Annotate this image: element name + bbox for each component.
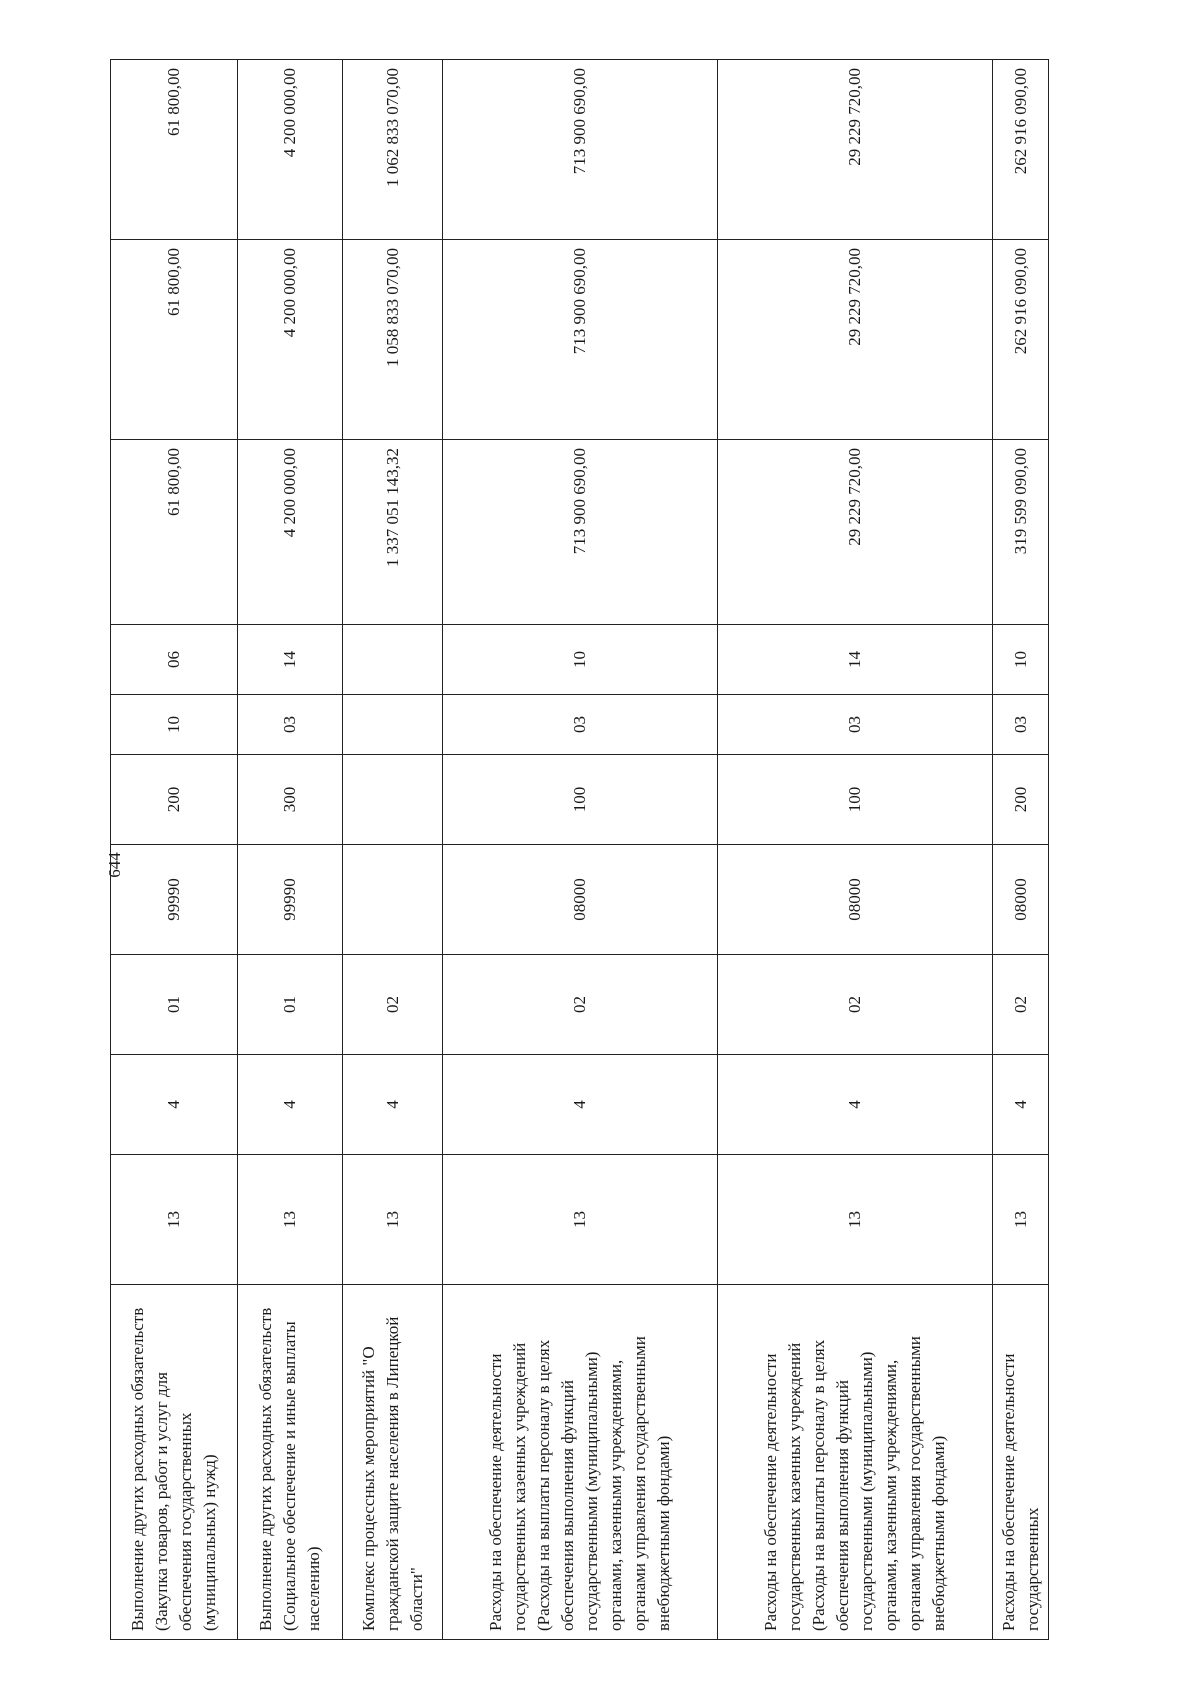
amount-cell: 29 229 720,00 bbox=[718, 60, 993, 240]
code-cell: 10 bbox=[443, 625, 718, 695]
code-cell: 4 bbox=[343, 1055, 443, 1155]
code-cell bbox=[343, 625, 443, 695]
amount-cell: 29 229 720,00 bbox=[718, 240, 993, 440]
table-row bbox=[238, 60, 343, 1640]
table-row bbox=[111, 60, 238, 1640]
code-cell: 03 bbox=[238, 695, 343, 755]
amount-cell: 29 229 720,00 bbox=[718, 440, 993, 625]
code-cell: 01 bbox=[111, 955, 238, 1055]
budget-table bbox=[110, 59, 1049, 1640]
amount-cell: 713 900 690,00 bbox=[443, 440, 718, 625]
code-cell: 200 bbox=[111, 755, 238, 845]
table-row bbox=[443, 60, 718, 1640]
code-cell: 13 bbox=[993, 1155, 1049, 1285]
code-cell: 02 bbox=[718, 955, 993, 1055]
page-number: 644 bbox=[105, 852, 124, 878]
code-cell: 03 bbox=[993, 695, 1049, 755]
code-cell: 200 bbox=[993, 755, 1049, 845]
code-cell: 13 bbox=[111, 1155, 238, 1285]
amount-cell: 713 900 690,00 bbox=[443, 60, 718, 240]
code-cell: 10 bbox=[993, 625, 1049, 695]
row-name: Расходы на обеспечение деятельности государственных казенных учреждений (Расходы на выплаты персоналу в целях обеспечения выполнения функций государственными (муниципальными) органами, казенными учреждениями, органами управления государственными внебюджетными фондами) bbox=[718, 1285, 993, 1640]
code-cell: 13 bbox=[238, 1155, 343, 1285]
code-cell: 06 bbox=[111, 625, 238, 695]
code-cell: 4 bbox=[238, 1055, 343, 1155]
code-cell: 10 bbox=[111, 695, 238, 755]
code-cell: 4 bbox=[111, 1055, 238, 1155]
code-cell: 100 bbox=[443, 755, 718, 845]
amount-cell: 713 900 690,00 bbox=[443, 240, 718, 440]
code-cell bbox=[343, 755, 443, 845]
rotated-table-wrapper bbox=[110, 60, 1070, 1640]
row-name: Комплекс процессных мероприятий "О гражданской защите населения в Липецкой области" bbox=[343, 1285, 443, 1640]
table-row bbox=[993, 60, 1049, 1640]
code-cell: 4 bbox=[718, 1055, 993, 1155]
row-name: Расходы на обеспечение деятельности государственных bbox=[993, 1285, 1049, 1640]
amount-cell: 4 200 000,00 bbox=[238, 440, 343, 625]
code-cell: 4 bbox=[443, 1055, 718, 1155]
amount-cell: 262 916 090,00 bbox=[993, 240, 1049, 440]
code-cell: 99990 bbox=[111, 845, 238, 955]
amount-cell: 1 062 833 070,00 bbox=[343, 60, 443, 240]
code-cell: 02 bbox=[443, 955, 718, 1055]
row-name: Расходы на обеспечение деятельности государственных казенных учреждений (Расходы на выплаты персоналу в целях обеспечения выполнения функций государственными (муниципальными) органами, казенными учреждениями, органами управления государственными внебюджетными фондами) bbox=[443, 1285, 718, 1640]
code-cell: 100 bbox=[718, 755, 993, 845]
code-cell: 08000 bbox=[993, 845, 1049, 955]
table-row bbox=[718, 60, 993, 1640]
amount-cell: 319 599 090,00 bbox=[993, 440, 1049, 625]
amount-cell: 61 800,00 bbox=[111, 440, 238, 625]
code-cell: 13 bbox=[343, 1155, 443, 1285]
amount-cell: 61 800,00 bbox=[111, 240, 238, 440]
code-cell: 300 bbox=[238, 755, 343, 845]
code-cell: 02 bbox=[993, 955, 1049, 1055]
code-cell: 13 bbox=[718, 1155, 993, 1285]
code-cell: 13 bbox=[443, 1155, 718, 1285]
amount-cell: 61 800,00 bbox=[111, 60, 238, 240]
amount-cell: 1 058 833 070,00 bbox=[343, 240, 443, 440]
amount-cell: 4 200 000,00 bbox=[238, 60, 343, 240]
code-cell: 14 bbox=[238, 625, 343, 695]
amount-cell: 4 200 000,00 bbox=[238, 240, 343, 440]
code-cell bbox=[343, 845, 443, 955]
code-cell: 01 bbox=[238, 955, 343, 1055]
code-cell: 03 bbox=[443, 695, 718, 755]
amount-cell: 262 916 090,00 bbox=[993, 60, 1049, 240]
code-cell bbox=[343, 695, 443, 755]
amount-cell: 1 337 051 143,32 bbox=[343, 440, 443, 625]
code-cell: 08000 bbox=[443, 845, 718, 955]
code-cell: 4 bbox=[993, 1055, 1049, 1155]
code-cell: 99990 bbox=[238, 845, 343, 955]
code-cell: 03 bbox=[718, 695, 993, 755]
code-cell: 08000 bbox=[718, 845, 993, 955]
table-row bbox=[343, 60, 443, 1640]
code-cell: 14 bbox=[718, 625, 993, 695]
row-name: Выполнение других расходных обязательств (Социальное обеспечение и иные выплаты населению) bbox=[238, 1285, 343, 1640]
row-name: Выполнение других расходных обязательств (Закупка товаров, работ и услуг для обеспечения государственных (муниципальных) нужд) bbox=[111, 1285, 238, 1640]
code-cell: 02 bbox=[343, 955, 443, 1055]
